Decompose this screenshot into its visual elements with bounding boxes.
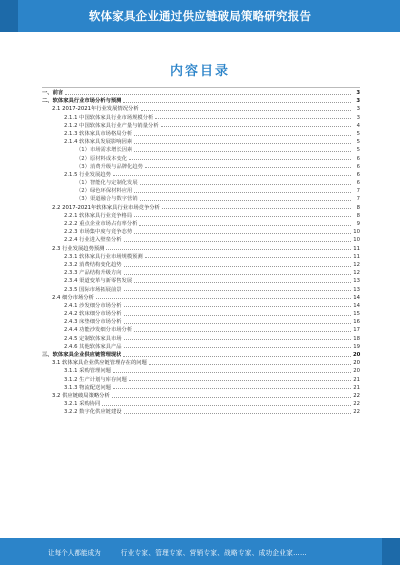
toc-page-number: 3: [356, 106, 360, 113]
toc-entry-text: 2.2.2 重点企业市场占有率分析: [64, 221, 138, 227]
toc-entry-text: 3.1.2 生产计划与库存问题: [64, 376, 127, 383]
toc-entry-text: 2.3.1 软体家具行业市场规模预测: [64, 253, 143, 260]
toc-entry[interactable]: [42, 400, 360, 408]
toc-page-number: 10: [353, 229, 360, 236]
toc-entry-text: （2）原材料成本变化: [76, 155, 128, 162]
toc-entry-text: 2.3.4 渠道变革与新零售发展: [64, 278, 133, 285]
toc-page-number: 4: [356, 122, 360, 129]
toc-page-number: 6: [356, 171, 360, 178]
toc-leader-dots: [129, 159, 351, 160]
toc-leader-dots: [141, 110, 351, 111]
toc-leader-dots: [134, 135, 351, 136]
toc-leader-dots: [124, 290, 351, 291]
toc-entry-text: 2.1.5 行业发展趋势: [64, 171, 111, 178]
toc-leader-dots: [124, 339, 351, 340]
toc-leader-dots: [134, 282, 351, 283]
toc-entry-text: 3.2 供应链破局策略分析: [52, 392, 110, 399]
toc-entry-text: 2.4.1 沙发细分市场分析: [64, 302, 122, 309]
toc-entry[interactable]: [42, 220, 360, 228]
toc-entry[interactable]: [42, 105, 360, 113]
toc-entry[interactable]: [42, 89, 360, 97]
toc-page-number: 5: [356, 147, 360, 154]
toc-leader-dots: [124, 266, 351, 267]
toc-page-number: 7: [356, 196, 360, 203]
toc-entry[interactable]: [42, 326, 360, 334]
toc-leader-dots: [134, 233, 351, 234]
toc-entry[interactable]: [42, 286, 360, 294]
toc-entry-text: （3）渠道融合与数字营销: [76, 196, 138, 203]
toc-page-number: 6: [356, 155, 360, 162]
toc-entry[interactable]: [42, 253, 360, 261]
toc-page-number: 8: [356, 204, 360, 211]
toc-page-number: 15: [353, 311, 360, 318]
toc-entry[interactable]: [42, 359, 360, 367]
toc-page-number: 8: [356, 212, 360, 219]
toc-entry-text: 2.2.3 市场集中度与竞争态势: [64, 229, 133, 236]
toc-page-number: 13: [353, 278, 360, 285]
toc-leader-dots: [145, 167, 351, 168]
toc-leader-dots: [124, 274, 351, 275]
toc-page-number: 3: [356, 114, 360, 121]
toc-entry-text: 2.1.4 软体家具发展影响因素: [64, 139, 133, 146]
toc-entry-text: 2.2.1 软体家具行业竞争格局: [64, 212, 133, 219]
toc-entry-text: 3.2.1 采购协同: [64, 401, 101, 408]
toc-page-number: 22: [353, 401, 360, 408]
toc-leader-dots: [134, 143, 351, 144]
toc-entry[interactable]: [42, 245, 360, 253]
toc-page-number: 12: [353, 261, 360, 268]
toc-entry[interactable]: [42, 212, 360, 220]
toc-leader-dots: [140, 184, 351, 185]
toc-page-number: 11: [353, 253, 360, 260]
toc-entry[interactable]: [42, 261, 360, 269]
toc-page-number: 3: [356, 98, 360, 105]
toc-entry-text: （1）市场需求增长因素: [76, 147, 133, 154]
toc-entry[interactable]: [42, 269, 360, 277]
toc-entry-text: 2.3.3 产品结构升级方向: [64, 270, 122, 277]
footer-band: [0, 538, 400, 565]
toc-entry-text: 2.4.4 功能沙发细分市场分析: [64, 327, 133, 334]
toc-entry[interactable]: [42, 236, 360, 244]
toc-page-number: 11: [353, 245, 360, 252]
toc-page-number: 22: [353, 409, 360, 416]
toc-entry[interactable]: [42, 114, 360, 122]
toc-entry[interactable]: [42, 195, 360, 203]
toc-page-number: 20: [353, 368, 360, 375]
toc-entry[interactable]: [42, 384, 360, 392]
toc-leader-dots: [113, 388, 351, 389]
toc-entry-text: 2.1 2017-2021年行业发展情况分析: [52, 106, 139, 113]
toc-entry[interactable]: [42, 204, 360, 212]
footer-corner-accent: [382, 538, 400, 565]
toc-leader-dots: [139, 225, 351, 226]
toc-leader-dots: [134, 151, 351, 152]
toc-entry-text: 一、前言: [42, 90, 64, 96]
toc-page-number: 21: [353, 376, 360, 383]
toc-page-number: 17: [353, 327, 360, 334]
toc-entry[interactable]: [42, 187, 360, 195]
toc-leader-dots: [134, 216, 351, 217]
toc-entry[interactable]: [42, 310, 360, 318]
toc-heading: 内容目录: [169, 64, 230, 79]
toc-entry-text: 2.3.2 消费结构变化趋势: [64, 261, 122, 268]
toc-entry[interactable]: [42, 228, 360, 236]
toc-page-number: 9: [356, 221, 360, 227]
toc-entry[interactable]: [42, 122, 360, 130]
toc-page-number: 10: [353, 237, 360, 244]
toc-entry-text: （1）智能化与定制化发展: [76, 180, 138, 187]
toc-leader-dots: [112, 397, 351, 398]
toc-leader-dots: [140, 200, 351, 201]
toc-entry-text: 2.1.2 中国软体家具行业产量与销量分析: [64, 122, 159, 129]
toc-page-number: 16: [353, 319, 360, 326]
footer-slogan: 让每个人都能成为: [48, 548, 101, 557]
toc-leader-dots: [123, 356, 351, 357]
toc-leader-dots: [124, 241, 351, 242]
toc-leader-dots: [124, 347, 351, 348]
toc-entry-text: 三、软体家具企业供应链管理现状: [42, 352, 122, 358]
table-of-contents: [42, 89, 360, 417]
toc-entry-text: 2.4.2 软床细分市场分析: [64, 311, 122, 318]
toc-entry-text: 2.1.3 软体家具市场格局分析: [64, 130, 133, 137]
toc-page-number: 6: [356, 163, 360, 170]
toc-page-number: 12: [353, 270, 360, 277]
toc-entry-text: 2.2.4 行业进入壁垒分析: [64, 237, 122, 244]
toc-leader-dots: [102, 405, 351, 406]
toc-entry-text: 2.4.5 定制软体家具市场: [64, 335, 122, 342]
toc-page-number: 14: [353, 294, 360, 301]
toc-entry[interactable]: [42, 171, 360, 179]
toc-entry[interactable]: [42, 163, 360, 171]
toc-leader-dots: [129, 380, 351, 381]
toc-entry-text: 3.2.2 数字化供应链建设: [64, 409, 122, 416]
toc-entry-text: 2.4.3 床垫细分市场分析: [64, 319, 122, 326]
toc-leader-dots: [124, 306, 351, 307]
toc-leader-dots: [123, 102, 351, 103]
toc-page-number: 6: [356, 180, 360, 187]
toc-page-number: 19: [353, 343, 360, 350]
toc-entry-text: （2）绿色环保材料应用: [76, 188, 133, 195]
toc-leader-dots: [106, 249, 351, 250]
toc-leader-dots: [161, 126, 351, 127]
toc-page-number: 18: [353, 335, 360, 342]
toc-leader-dots: [113, 372, 351, 373]
toc-entry-text: 2.3.5 国际市场拓展前景: [64, 286, 122, 293]
toc-entry-text: 3.1 软体家具企业供应链管理存在的问题: [52, 360, 147, 367]
toc-leader-dots: [65, 94, 351, 95]
toc-entry[interactable]: [42, 97, 360, 105]
toc-entry[interactable]: [42, 294, 360, 302]
toc-entry-text: 2.2 2017-2021年软体家具行业市场竞争分析: [52, 204, 160, 211]
toc-leader-dots: [124, 413, 351, 414]
toc-entry-text: 3.1.3 物流配送问题: [64, 384, 111, 391]
toc-page-number: 22: [353, 392, 360, 399]
toc-divider: [42, 87, 360, 88]
toc-page-number: 7: [356, 188, 360, 195]
toc-leader-dots: [155, 118, 351, 119]
toc-leader-dots: [134, 331, 351, 332]
document-page: [28, 38, 372, 538]
toc-leader-dots: [124, 323, 351, 324]
toc-entry-text: 3.1.1 采购管理问题: [64, 368, 111, 375]
toc-entry[interactable]: [42, 130, 360, 138]
toc-entry[interactable]: [42, 179, 360, 187]
toc-entry[interactable]: [42, 367, 360, 375]
toc-page-number: 21: [353, 384, 360, 391]
toc-page-number: 20: [353, 360, 360, 367]
toc-leader-dots: [113, 175, 351, 176]
toc-page-number: 14: [353, 302, 360, 309]
toc-entry-text: 二、软体家具行业市场分析与预测: [42, 98, 122, 105]
toc-entry[interactable]: [42, 335, 360, 343]
toc-page-number: 5: [356, 139, 360, 146]
toc-entry[interactable]: [42, 343, 360, 351]
toc-leader-dots: [134, 192, 351, 193]
report-title: 软体家具企业通过供应链破局策略研究报告: [88, 9, 312, 23]
toc-entry[interactable]: [42, 138, 360, 146]
toc-entry-text: 2.1.1 中国软体家具行业市场规模分析: [64, 114, 154, 121]
toc-page-number: 20: [353, 352, 361, 358]
toc-entry-text: 2.4.6 其他软体家具产品: [64, 343, 122, 350]
toc-entry[interactable]: [42, 155, 360, 163]
toc-page-number: 3: [356, 90, 360, 96]
toc-leader-dots: [149, 364, 351, 365]
toc-leader-dots: [162, 208, 351, 209]
toc-entry-text: 2.4 细分市场分析: [52, 294, 94, 301]
footer-experts: 行业专家、管理专家、营销专家、战略专家、成功企业家……: [120, 548, 307, 557]
toc-entry[interactable]: [42, 408, 360, 416]
toc-entry[interactable]: [42, 392, 360, 400]
toc-entry[interactable]: [42, 318, 360, 326]
toc-entry[interactable]: [42, 351, 360, 359]
toc-leader-dots: [124, 315, 351, 316]
toc-leader-dots: [145, 257, 351, 258]
toc-entry[interactable]: [42, 146, 360, 154]
toc-leader-dots: [96, 298, 351, 299]
toc-entry[interactable]: [42, 376, 360, 384]
toc-page-number: 5: [356, 130, 360, 137]
toc-page-number: 13: [353, 286, 360, 293]
toc-entry[interactable]: [42, 277, 360, 285]
toc-entry-text: 2.3 行业发展趋势预测: [52, 245, 105, 252]
toc-entry-text: （3）消费升级与品牌化趋势: [76, 163, 143, 170]
toc-entry[interactable]: [42, 302, 360, 310]
